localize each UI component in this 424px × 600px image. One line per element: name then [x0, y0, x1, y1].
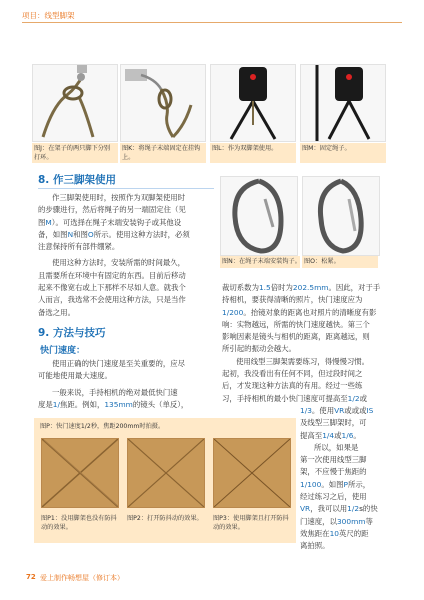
- caption-o-box: [302, 256, 378, 268]
- text-run: ，我可以用: [310, 504, 348, 514]
- photo-j: [32, 64, 118, 142]
- text-line: [300, 503, 388, 515]
- text-run: M: [45, 217, 52, 227]
- text-run: 1/2: [347, 504, 360, 514]
- text-run: 1/2: [347, 393, 360, 403]
- text-line: [300, 528, 388, 540]
- page-number: 72: [26, 573, 36, 581]
- text-run: 300mm: [336, 516, 366, 526]
- text-run: 。因此，对于手: [328, 283, 381, 292]
- text-line: 所以，如果是: [314, 442, 359, 452]
- text-run: 习，手持相机的最小快门速度可提高至: [222, 393, 348, 403]
- text-line: [300, 430, 388, 442]
- text-run: 焦距。例如，: [60, 399, 105, 409]
- text-run: O: [87, 229, 94, 239]
- text-line: 起初，我没看出有任何不同，但过段时间之: [222, 369, 363, 379]
- camera-bipod-illustration: [211, 65, 295, 141]
- text-line: 所引起的振动会越大。: [222, 344, 296, 354]
- text-run: ）。可选择在绳子末端安装钩子或其他设: [51, 217, 182, 227]
- caption-p2: 图P2：打开防抖动的效果。: [127, 515, 203, 522]
- section-8-title: 8. 作三脚架使用: [38, 174, 116, 186]
- text-line: 人而言，我选常不会使用这种方法，只是当作: [38, 295, 186, 305]
- text-run: 所示。使用这种方法时，必须: [93, 229, 190, 239]
- caption-m-box: [300, 143, 386, 163]
- photo-p1: [41, 438, 119, 508]
- text-run: 。抬镜对象的距离也对照片的清晰度有影: [243, 307, 377, 317]
- envelope-sample-illustration: [128, 439, 204, 507]
- text-line: 使用正确的快门速度是至关重要的，应尽: [52, 359, 186, 368]
- text-line: 的步骤进行，然后将绳子的另一端固定住（见: [38, 205, 186, 215]
- caption-n: 图N：在绳子末端安装钩子。: [222, 258, 301, 265]
- text-run: 备，如图: [38, 229, 68, 239]
- text-line: [38, 229, 214, 241]
- text-run: 。如图: [321, 479, 344, 489]
- text-run: 效焦距在: [300, 528, 330, 538]
- text-run: s的快: [359, 504, 378, 514]
- text-line: [222, 282, 388, 294]
- text-run: 等: [365, 516, 373, 526]
- text-run: 10: [329, 528, 339, 538]
- caption-m: 图M：固定绳子。: [302, 145, 351, 152]
- caption-k-box: [120, 143, 206, 163]
- text-run: 135mm: [104, 399, 133, 409]
- caption-j-box: [32, 143, 118, 163]
- photo-m: [300, 64, 386, 142]
- text-run: 所示，: [347, 479, 371, 489]
- caption-p3: 图P3：使用脚架且打开防抖动的效果。: [213, 515, 289, 531]
- text-run: 1.5: [258, 283, 271, 292]
- caption-n-box: [220, 256, 300, 268]
- photo-o: [302, 176, 380, 256]
- text-line: 离拍照。: [300, 541, 330, 551]
- text-run: VR: [300, 504, 311, 514]
- text-run: 图: [38, 217, 46, 227]
- text-run: IS: [366, 406, 374, 415]
- rope-knot-illustration: [33, 65, 117, 141]
- text-line: [222, 307, 388, 319]
- caption-p1: 图P1：没用脚架也没有防抖动的效果。: [41, 515, 117, 531]
- text-run: 1/3: [300, 406, 312, 415]
- text-line: 注意保持所有部件绷紧。: [38, 242, 120, 252]
- text-line: [300, 405, 388, 417]
- text-run: 或或或: [344, 406, 367, 415]
- text-line: 响：实物越远，所需的快门速度越快。第三个: [222, 319, 370, 329]
- section-8-rule: [38, 188, 214, 189]
- text-run: 度是: [38, 399, 53, 409]
- text-run: 1/4: [322, 430, 335, 440]
- section-9-subtitle: 快门速度：: [40, 346, 86, 356]
- carabiner-illustration: [303, 177, 379, 255]
- text-line: 起来不像宽右或上下那样不尽如人意。就我个: [38, 283, 186, 293]
- text-run: 的镜头（单反），: [132, 399, 189, 409]
- caption-j: 图J：在架子的两只脚下分别打环。: [34, 145, 111, 161]
- text-line: [300, 479, 388, 491]
- text-run: 倍时为: [270, 283, 293, 292]
- text-run: 1/: [52, 399, 60, 409]
- text-line: [222, 393, 388, 405]
- photo-p2: [127, 438, 205, 508]
- text-run: 。: [353, 430, 361, 440]
- text-run: 或: [359, 393, 367, 403]
- envelope-sample-illustration: [42, 439, 118, 507]
- text-line: 经过练习之后，使用: [300, 492, 367, 502]
- caption-l: 图L：作为双脚架使用。: [212, 145, 278, 152]
- text-run: 1/200: [222, 307, 244, 317]
- text-line: 可能地使用最大速度。: [38, 371, 112, 381]
- book-title: 爱上制作畅想屋（修订本）: [40, 574, 124, 582]
- text-line: 架，不应慢于焦距的: [300, 467, 367, 477]
- photo-l: [210, 64, 296, 142]
- text-line: 且需要所在环境中有固定的东西。目前后移动: [38, 270, 186, 280]
- header-rule: [22, 22, 402, 23]
- text-run: 提高至: [300, 430, 323, 440]
- photo-k: [120, 64, 206, 142]
- text-run: 门速度，以: [300, 516, 337, 526]
- caption-l-box: [210, 143, 296, 163]
- photo-p3: [213, 438, 291, 508]
- caption-p: 图P：快门速度1/2秒，焦距200mm时拍摄。: [40, 423, 165, 430]
- text-run: 。使用: [311, 406, 335, 415]
- text-line: 使用线型三脚架需要练习，得慢慢习惯。: [236, 356, 370, 366]
- text-run: 或: [334, 430, 342, 440]
- text-line: 及线型三脚架时，可: [300, 418, 367, 428]
- text-run: 裁切系数为: [222, 283, 259, 292]
- text-run: 英尺的距: [338, 528, 369, 538]
- figure-p-inset: [34, 418, 296, 543]
- right-column-text: [222, 282, 388, 405]
- text-run: N: [67, 229, 74, 239]
- text-run: 和图: [73, 229, 88, 239]
- running-header: 项目：线型脚架: [22, 11, 75, 20]
- text-line: [38, 217, 214, 229]
- caption-k: 图K：将绳子末端固定在挂钩上。: [122, 145, 201, 161]
- text-line: 影响因素是镜头与相机的距离，距离越远，则: [222, 332, 370, 342]
- text-line: 后，才发现这种方法真的有用。经过一些练: [222, 381, 363, 391]
- text-line: [300, 516, 388, 528]
- camera-tripod-illustration: [301, 65, 385, 141]
- text-line: [38, 399, 214, 411]
- photo-n: [220, 176, 298, 256]
- text-run: 1/100: [300, 479, 322, 489]
- text-line: 作三脚架使用时，按照作为双脚架使用时: [52, 193, 186, 202]
- section-8-paragraph-1: [38, 192, 214, 319]
- text-line: 使用这种方法时，安装所需的时间最久，: [52, 258, 186, 268]
- envelope-sample-illustration: [214, 439, 290, 507]
- hook-rope-illustration: [121, 65, 205, 141]
- text-line: 持相机，要获得清晰的照片，快门速度应为: [222, 295, 363, 305]
- carabiner-illustration: [221, 177, 297, 255]
- text-run: 1/6: [341, 430, 354, 440]
- text-line: 一般来说，手持相机的绝对最低快门速: [52, 387, 178, 397]
- text-line: 第一次使用线型三脚: [300, 455, 367, 465]
- text-run: P: [343, 479, 348, 489]
- section-9-paragraph: [38, 358, 214, 411]
- text-run: VR: [334, 406, 345, 415]
- right-column-narrow-text: [300, 405, 388, 553]
- section-9-title: 9. 方法与技巧: [38, 327, 106, 339]
- text-line: 备选之用。: [38, 307, 75, 317]
- caption-o: 图O：松紧。: [304, 258, 340, 265]
- text-run: 202.5mm: [292, 283, 329, 292]
